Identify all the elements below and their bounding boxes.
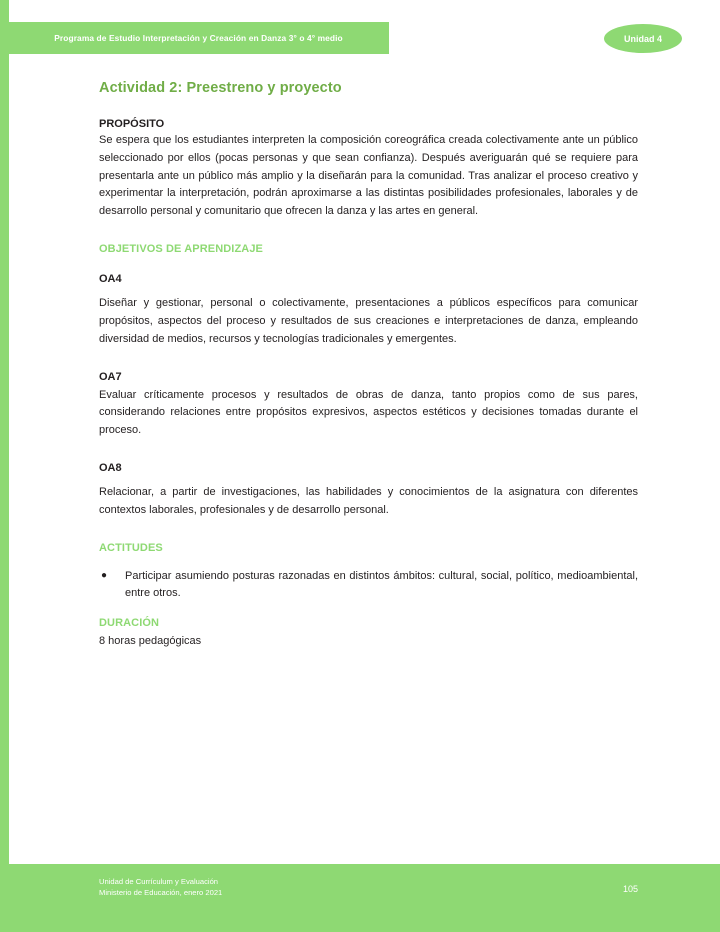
oa-code-oa4: OA4 bbox=[99, 273, 122, 286]
footer-line-2: Ministerio de Educación, enero 2021 bbox=[99, 888, 223, 897]
duracion-value: 8 horas pedagógicas bbox=[99, 635, 202, 648]
activity-title: Actividad 2: Preestreno y proyecto bbox=[99, 80, 342, 96]
footer-band bbox=[0, 864, 720, 932]
unit-badge-label: Unidad 4 bbox=[623, 33, 662, 44]
list-item bbox=[99, 568, 638, 604]
header-band bbox=[0, 22, 389, 54]
footer-line-1: Unidad de Currículum y Evaluación bbox=[99, 877, 219, 886]
objetivos-label: OBJETIVOS DE APRENDIZAJE bbox=[99, 243, 263, 256]
proposito-label: PROPÓSITO bbox=[99, 118, 165, 130]
oa-text-oa4: Diseñar y gestionar, personal o colectivamente, presentaciones a públicos específicos para comunicar propósitos, aspectos del proceso y resultados de sus creaciones e interpretaciones de danza, empleando diversidad de medios, recursos y tecnologías tradicionales y emergentes. bbox=[99, 297, 638, 345]
proposito-text: Se espera que los estudiantes interpreten la composición coreográfica creada colectivamente ante un público seleccionado por ellos (pocas personas y que sean confianza). Después averiguarán qué se requiere para presentarla ante un público más amplio y la diseñarán para la comunidad. Tras analizar el proceso creativo y experimentar la interpretación, podrán aproximarse a las distintas posibilidades profesionales, laborales y de desarrollo personal y comunitario que ofrecen la danza y las artes en general. bbox=[99, 134, 638, 218]
header-program-title: Programa de Estudio Interpretación y Creación en Danza 3° o 4° medio bbox=[54, 33, 343, 43]
actitud-text: Participar asumiendo posturas razonadas en distintos ámbitos: cultural, social, político, medioambiental, entre otros. bbox=[125, 569, 638, 600]
left-accent-bar bbox=[0, 0, 9, 932]
duracion-label: DURACIÓN bbox=[99, 617, 160, 630]
bullet-icon: ● bbox=[101, 569, 108, 581]
oa-code-oa7: OA7 bbox=[99, 370, 122, 383]
unit-badge bbox=[604, 24, 682, 53]
oa-code-oa8: OA8 bbox=[99, 461, 122, 474]
actitudes-label: ACTITUDES bbox=[99, 541, 163, 554]
oa-text-oa8: Relacionar, a partir de investigaciones, las habilidades y conocimientos de la asignatura con diferentes contextos laborales, profesionales y de desarrollo personal. bbox=[99, 485, 638, 516]
page-number: 105 bbox=[622, 884, 638, 894]
footer-credits bbox=[99, 876, 222, 898]
oa-text-oa7: Evaluar críticamente procesos y resultados de obras de danza, tanto propios como de sus pares, considerando relaciones entre propósitos expresivos, aspectos estéticos y decisiones tomadas durante el proceso. bbox=[99, 388, 638, 437]
document-content bbox=[99, 80, 638, 647]
